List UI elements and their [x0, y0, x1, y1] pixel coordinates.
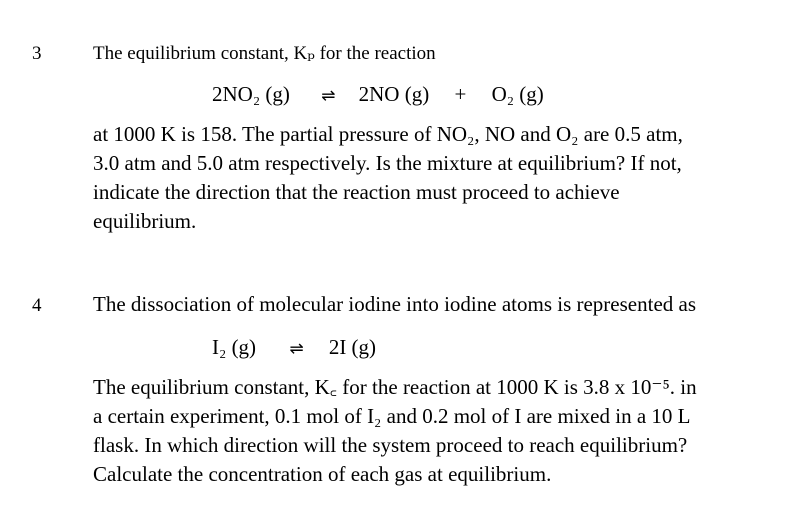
equation-reactant: 2NO₂ (g): [212, 82, 290, 106]
question-4-body: [93, 373, 783, 489]
equilibrium-arrow-icon: ⇌: [289, 339, 304, 359]
question-4-line: a certain experiment, 0.1 mol of I₂ and 0.2 mol of I are mixed in a 10 L: [93, 404, 691, 428]
question-4-line: Calculate the concentration of each gas at equilibrium.: [93, 462, 552, 486]
question-number-4: 4: [32, 295, 42, 316]
equation-product-1: 2NO (g): [358, 82, 430, 106]
question-3-line: at 1000 K is 158. The partial pressure of NO₂, NO and O₂ are 0.5 atm,: [93, 122, 683, 146]
equilibrium-arrow-icon: ⇌: [321, 86, 336, 106]
question-4-line: flask. In which direction will the system proceed to reach equilibrium?: [93, 433, 688, 457]
equation-product-2: O₂ (g): [491, 82, 544, 106]
question-3-line: indicate the direction that the reaction must proceed to achieve: [93, 180, 620, 204]
question-3-line: equilibrium.: [93, 209, 197, 233]
equation-plus: +: [454, 82, 467, 106]
question-number-3: 3: [32, 43, 42, 64]
equation-reactant: I₂ (g): [212, 335, 257, 359]
equation-product: 2I (g): [328, 335, 377, 359]
question-3-intro: The equilibrium constant, Kₚ for the reaction: [93, 43, 436, 64]
question-4-equation: [212, 337, 376, 358]
question-3-line: 3.0 atm and 5.0 atm respectively. Is the mixture at equilibrium? If not,: [93, 151, 682, 175]
question-4-line: The equilibrium constant, K꜀ for the reaction at 1000 K is 3.8 x 10⁻⁵. in: [93, 375, 697, 399]
question-3-equation: [212, 84, 544, 105]
question-4-intro: The dissociation of molecular iodine into iodine atoms is represented as: [93, 292, 697, 316]
question-3-body: [93, 120, 783, 236]
